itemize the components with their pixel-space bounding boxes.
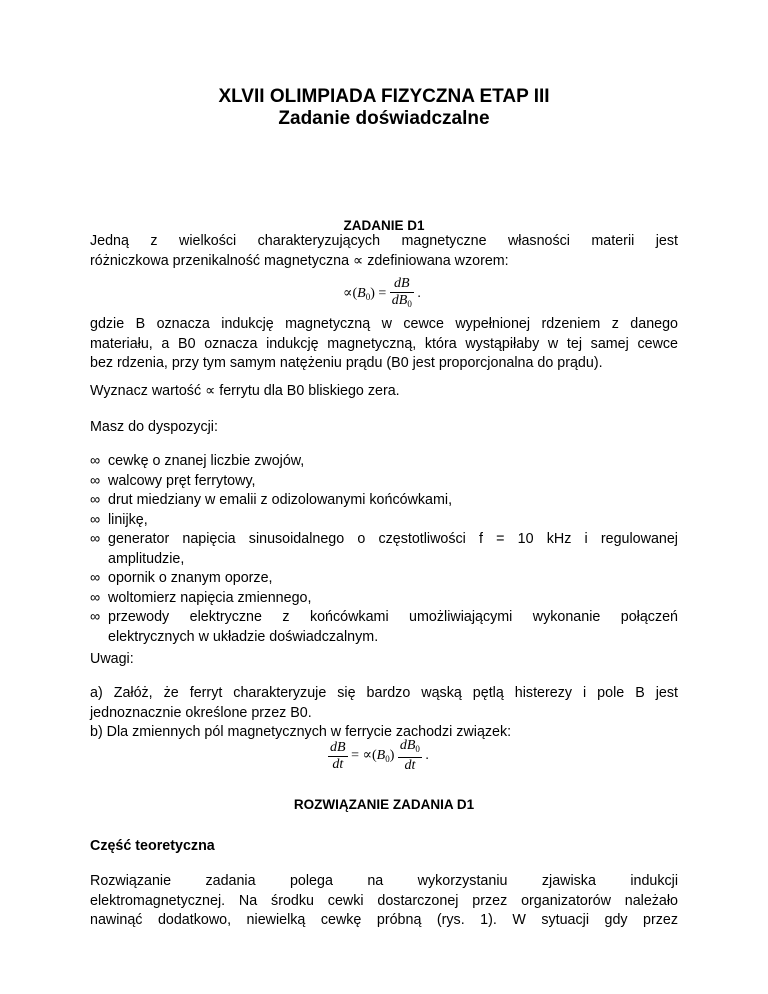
equipment-label: Masz do dyspozycji: [90,419,218,435]
fraction-dB-dB0: $\frac{dB}{dB_0}$ [391,276,412,309]
bullet-icon: ∞ [90,492,101,508]
remarks-label: Uwagi: [90,651,134,667]
document-title: XLVII OLIMPIADA FIZYCZNA ETAP III [218,86,550,107]
formula-time-derivative: $\frac{dB}{dt}$ = $\propto(B_0)$ $\frac{dB_0}{dt}$ . [330,738,429,773]
intro-line-1: Jedną z wielkości charakteryzujących magnetyczne własności materii jest [90,233,678,249]
solution-paragraph: Rozwiązanie zadania polega na wykorzystaniu zjawiska indukcji elektromagnetycznej. Na środku cewki dostarczonej przez organizatorów należało nawinąć dodatkowo, niewielką cewkę próbną (rys. 1). W sytuacji gdy przez [90,873,678,928]
list-item: ∞ generator napięcia sinusoidalnego o częstotliwości f = 10 kHz i regulowanej amplitudzie, [90,531,678,567]
list-item: ∞ linijkę, [90,511,678,531]
bullet-icon: ∞ [90,511,101,528]
list-item: ∞ opornik o znanym oporze, [90,569,678,589]
remark-a: a) Załóż, że ferryt charakteryzuje się bardzo wąską pętlą histerezy i pole B jest jednoznacznie określone przez B0. [90,685,678,721]
list-item: ∞ woltomierz napięcia zmiennego, [90,589,678,609]
task-heading: ZADANIE D1 [343,218,425,233]
bullet-icon: ∞ [90,472,101,489]
where-line-3: bez rdzenia, przy tym samym natężeniu prądu (B0 jest proporcjonalna do prądu). [90,355,603,371]
bullet-icon: ∞ [90,570,101,586]
theory-part-title: Część teoretyczna [90,838,215,854]
fraction-dB0-dt: $\frac{dB_0}{dt}$ [399,738,420,773]
list-item: ∞ przewody elektryczne z końcówkami umożliwiającymi wykonanie połączeń elektrycznych w układzie doświadczalnym. [90,609,678,645]
remark-b: b) Dla zmiennych pól magnetycznych w ferrycie zachodzi związek: [90,724,512,740]
document-subtitle: Zadanie doświadczalne [278,108,490,129]
definition-paragraph [90,315,678,374]
list-item: ∞ walcowy pręt ferrytowy, [90,472,678,492]
bullet-icon: ∞ [90,531,101,547]
fraction-dB-dt: $\frac{dB}{dt}$ [330,739,346,772]
formula-differential-permeability: $\propto(B_0)$ = $\frac{dB}{dB_0}$ . [343,276,421,312]
task-intro [90,232,678,271]
solution-heading: ROZWIĄZANIE ZADANIA D1 [293,797,475,812]
determine-sentence: Wyznacz wartość ∝ ferrytu dla B0 bliskiego zera. [90,383,400,399]
bullet-icon: ∞ [90,609,101,625]
list-item: ∞ drut miedziany w emalii z odizolowanymi końcówkami, [90,491,678,511]
bullet-icon: ∞ [90,589,101,606]
equipment-list [90,452,678,647]
remarks-block [90,684,678,743]
where-line-1: gdzie B oznacza indukcję magnetyczną w cewce wypełnionej rdzeniem z danego [90,316,678,332]
bullet-icon: ∞ [90,453,101,469]
where-line-2: materiału, a B0 oznacza indukcję magnetyczną, która wystąpiłaby w tej samej cewce [90,335,678,352]
list-item: ∞ cewkę o znanej liczbie zwojów, [90,452,678,472]
intro-line-2: różniczkowa przenikalność magnetyczna ∝ zdefiniowana wzorem: [90,252,509,269]
